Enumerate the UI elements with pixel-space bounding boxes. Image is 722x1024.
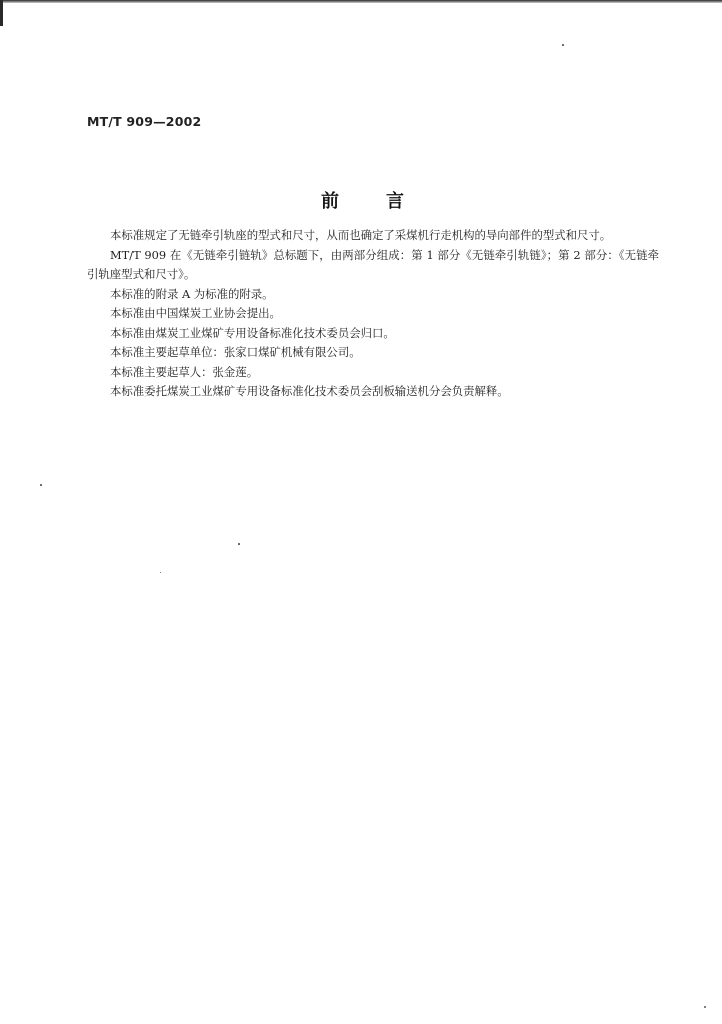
paragraph-interpretation: 本标准委托煤炭工业煤矿专用设备标准化技术委员会刮板输送机分会负责解释。 xyxy=(110,384,509,398)
paragraph-appendix: 本标准的附录 A 为标准的附录。 xyxy=(110,286,274,301)
paragraph-drafter: 本标准主要起草人：张金莲。 xyxy=(110,364,259,379)
standard-code: MT/T 909—2002 xyxy=(87,114,202,129)
paragraph-scope: 本标准规定了无链牵引轨座的型式和尺寸，从而也确定了采煤机行走机构的导向部件的型式和尺寸。 xyxy=(110,228,612,242)
title-char-2: 言 xyxy=(386,191,404,212)
paragraph-proposer: 本标准由中国煤炭工业协会提出。 xyxy=(110,306,281,320)
scan-speck xyxy=(160,572,161,573)
paragraph-drafting-unit: 本标准主要起草单位：张家口煤矿机械有限公司。 xyxy=(110,345,361,359)
paragraph-structure: MT/T 909 在《无链牵引链轨》总标题下，由两部分组成：第 1 部分《无链牵引轨链》；第 2 部分：《无链牵引轨座型式和尺寸》。 xyxy=(87,247,659,281)
scan-edge-top xyxy=(0,0,722,3)
scan-speck xyxy=(562,44,564,46)
preface-body xyxy=(87,226,659,402)
scan-speck xyxy=(238,543,240,545)
page-title xyxy=(321,187,404,213)
title-char-1: 前 xyxy=(321,191,339,212)
scan-edge-left xyxy=(0,0,3,26)
paragraph-committee: 本标准由煤炭工业煤矿专用设备标准化技术委员会归口。 xyxy=(110,325,395,340)
scan-speck xyxy=(704,1006,706,1008)
scan-speck xyxy=(40,484,42,486)
